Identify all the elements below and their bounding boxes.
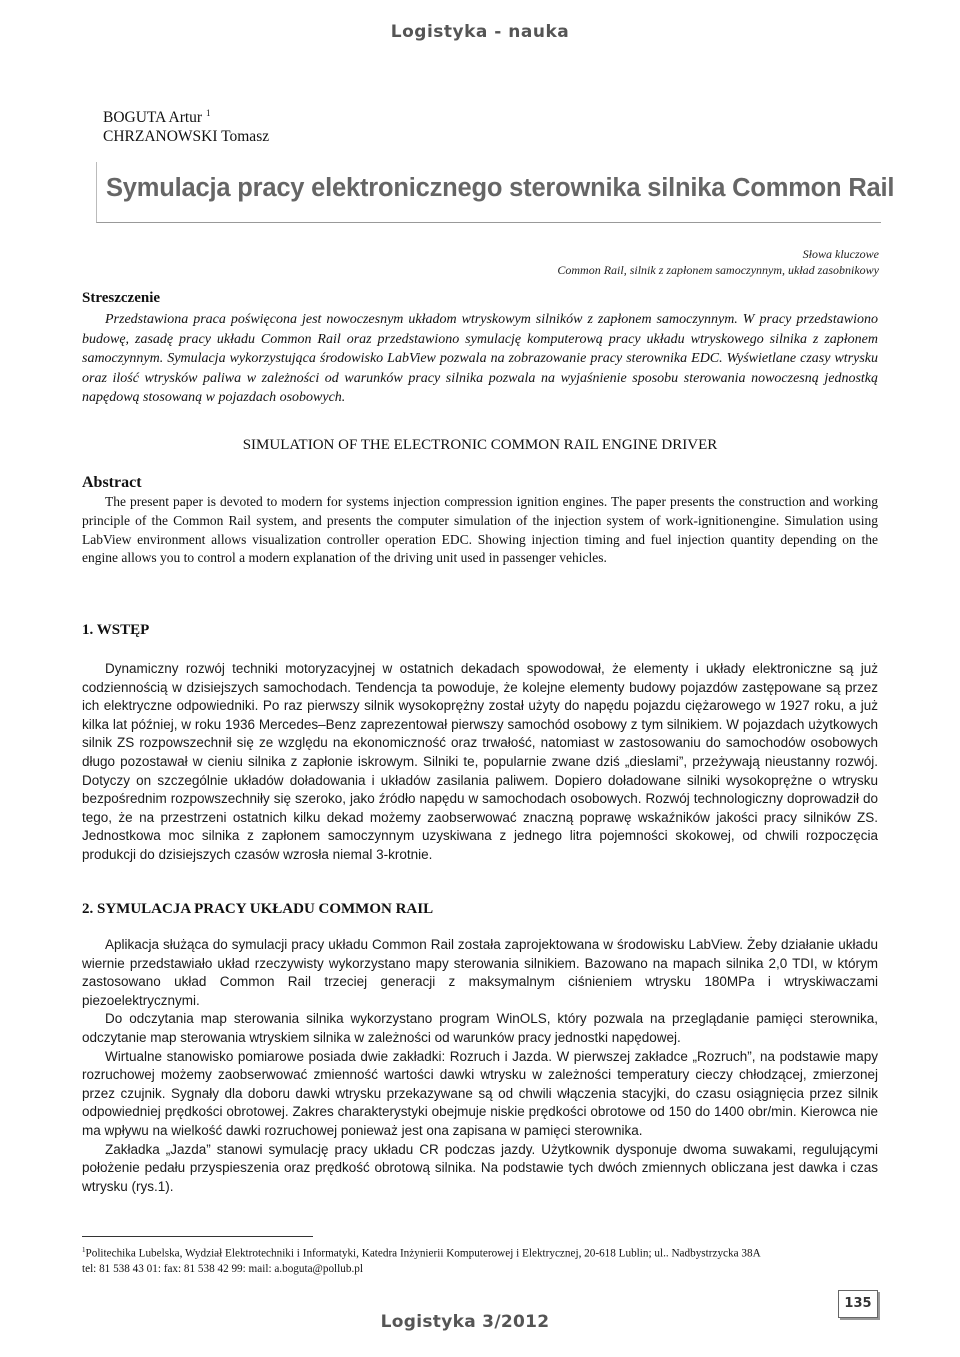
journal-section-header: Logistyka - nauka — [390, 22, 570, 42]
paper-title: Symulacja pracy elektronicznego sterownika silnika Common Rail — [106, 174, 895, 202]
authors-block — [103, 104, 269, 146]
section-2-paragraph-1: Aplikacja służąca do symulacji pracy układu Common Rail została zaprojektowana w środowisku LabView. Żeby działanie układu wiernie przedstawiało układ rzeczywisty wykorzystano mapy sterowania silnikiem. Bazowano na mapach silnika 2,0 TDI, w którym zastosowano układ Common Rail trzeciej generacji z maksymalnym ciśnieniem wtrysku 180MPa i wtryskiwaczami piezoelektrycznymi. — [82, 937, 878, 1008]
keywords-block — [557, 246, 879, 278]
section-1-paragraph: Dynamiczny rozwój techniki motoryzacyjnej w ostatnich dekadach spowodował, że elementy i układy elektroniczne są już codziennością w dzisiejszych samochodach. Tendencja ta powoduje, że kolejne elementy budowy pojazdów zastępowane są przez ich elektryczne odpowiedniki. Po raz pierwszy silnik wysokoprężny został użyty do napędu pojazdu ciężarowego w 1927 roku, a już kilka lat później, w roku 1936 Mercedes–Benz zaprezentował pierwszy samochód osobowy z tym silnikiem. W pojazdach użytkowych silnik ZS rozpowszechnił się ze względu na ekonomiczność oraz trwałość, natomiast w zastosowaniu do samochodów osobowych długo pozostawał w cieniu silnika z zapłonie iskrowym. Silniki te, popularnie zwane dziś „dieslami”, przeżywają nieustanny rozwój. Dotyczy on szczególnie układów doładowania i układów zasilania paliwem. Dopiero doładowane silniki wysokoprężne o wtrysku bezpośrednim rozpowszechniły się szeroko, jako źródło napędu w samochodach osobowych. Rozwój technologiczny doprowadził do tego, że na przestrzeni ostatnich kilku dekad możemy zaobserwować znaczną poprawę wskaźników jakości pracy silników ZS. Jednostkowa moc silnika z zapłonem samoczynnym uzyskiwana z jednego litra pojemności skokowej, od chwili rozpoczęcia produkcji do dzisiejszych czasów wzrosła niemal 3-krotnie. — [82, 661, 878, 862]
english-title: SIMULATION OF THE ELECTRONIC COMMON RAIL ENGINE DRIVER — [242, 437, 718, 453]
summary-pl — [82, 290, 878, 408]
abstract-text: The present paper is devoted to modern for systems injection compression ignition engines. The paper presents the construction and working principle of the Common Rail system, and presents the computer simulation of the injection system of work-ignitionengine. Simulation using LabView environment allows visualization controller operation EDC. Showing injection timing and fuel injection quantity depending on the engine allows you to control a modern explanation of the driving unit used in passenger vehicles. — [82, 494, 878, 566]
footnote-line-2: tel: 81 538 43 01: fax: 81 538 42 99: mail: a.boguta@pollub.pl — [82, 1262, 363, 1275]
footnote-divider — [82, 1236, 313, 1237]
author-1-footnote-mark: 1 — [205, 108, 211, 118]
section-2-paragraph-4: Zakładka „Jazda” stanowi symulację pracy układu CR podczas jazdy. Użytkownik dysponuje dwoma suwakami, regulującymi położenie pedału przyspieszenia oraz prędkość obrotową silnika. Na podstawie tych dwóch zmiennych obliczana jest dawka i czas wtrysku (rys.1). — [82, 1141, 878, 1194]
abstract-heading: Abstract — [82, 474, 142, 491]
keywords-values: Common Rail, silnik z zapłonem samoczynnym, układ zasobnikowy — [557, 263, 879, 277]
journal-issue-footer: Logistyka 3/2012 — [380, 1312, 550, 1332]
section-1 — [82, 622, 878, 865]
footnote-mark: 1 — [82, 1246, 86, 1254]
section-2-heading: 2. SYMULACJA PRACY UKŁADU COMMON RAIL — [82, 901, 434, 917]
footnote-line-1 — [82, 1243, 878, 1262]
section-2-paragraph-3: Wirtualne stanowisko pomiarowe posiada dwie zakładki: Rozruch i Jazda. W pierwszej zakładce „Rozruch”, na podstawie mapy rozruchowej możemy zaobserwować zmienność wartości dawki wtrysku w zależności temperatury cieczy chłodzącej, zmierzonej przez czujnik. Sygnały dla doboru dawki wtrysku przekazywane są od chwili włączenia stacyjki, do czasu osiągnięcia przez silnik odpowiedniej prędkości obrotowej. Zakres charakterystyki obejmuje niskie prędkości obrotowe od 150 do 1400 obr/min. Kierowca nie ma wpływu na wielkość dawki rozruchowej ponieważ jest ona zapisana w pamięci sterownika. — [82, 1048, 878, 1138]
section-2-paragraph-2: Do odczytania map sterowania silnika wykorzystano program WinOLS, który pozwala na przeglądanie pamięci sterownika, odczytanie map sterowania wtryskiem silnika w zależności od warunków pracy jednostki napędowej. — [82, 1011, 878, 1045]
summary-heading: Streszczenie — [82, 290, 161, 306]
page-number: 135 — [838, 1290, 878, 1318]
author-1-name: BOGUTA Artur — [103, 109, 203, 127]
author-2: CHRZANOWSKI Tomasz — [103, 128, 270, 146]
section-1-heading: 1. WSTĘP — [82, 622, 150, 638]
summary-text: Przedstawiona praca poświęcona jest nowoczesnym układom wtryskowym silników z zapłonem samoczynnym. W pracy przedstawiono budowę, zasadę pracy układu Common Rail oraz przedstawiono symulację komputerową pracy układu wtryskowego silnika z zapłonem samoczynnym. Symulacja wykorzystująca środowisko LabView pozwala na zobrazowanie pracy sterownika EDC. Wyświetlane czasy wtrysku oraz ilość wtrysków paliwa w zależności od warunków pracy silnika pozwala na wyjaśnienie sposobu sterowania nowoczesną jednostką napędową stosowaną w pojazdach osobowych. — [82, 312, 878, 405]
title-block — [96, 162, 895, 223]
section-2 — [82, 901, 878, 1196]
author-1 — [103, 104, 269, 127]
keywords-label: Słowa kluczowe — [802, 247, 879, 261]
abstract-en — [82, 474, 878, 568]
footnote-affiliation: Politechika Lubelska, Wydział Elektrotechniki i Informatyki, Katedra Inżynierii Komputerowej i Elektrycznej, 20-618 Lublin; ul.. Nadbystrzycka 38A — [85, 1247, 761, 1260]
footnote — [82, 1243, 878, 1277]
